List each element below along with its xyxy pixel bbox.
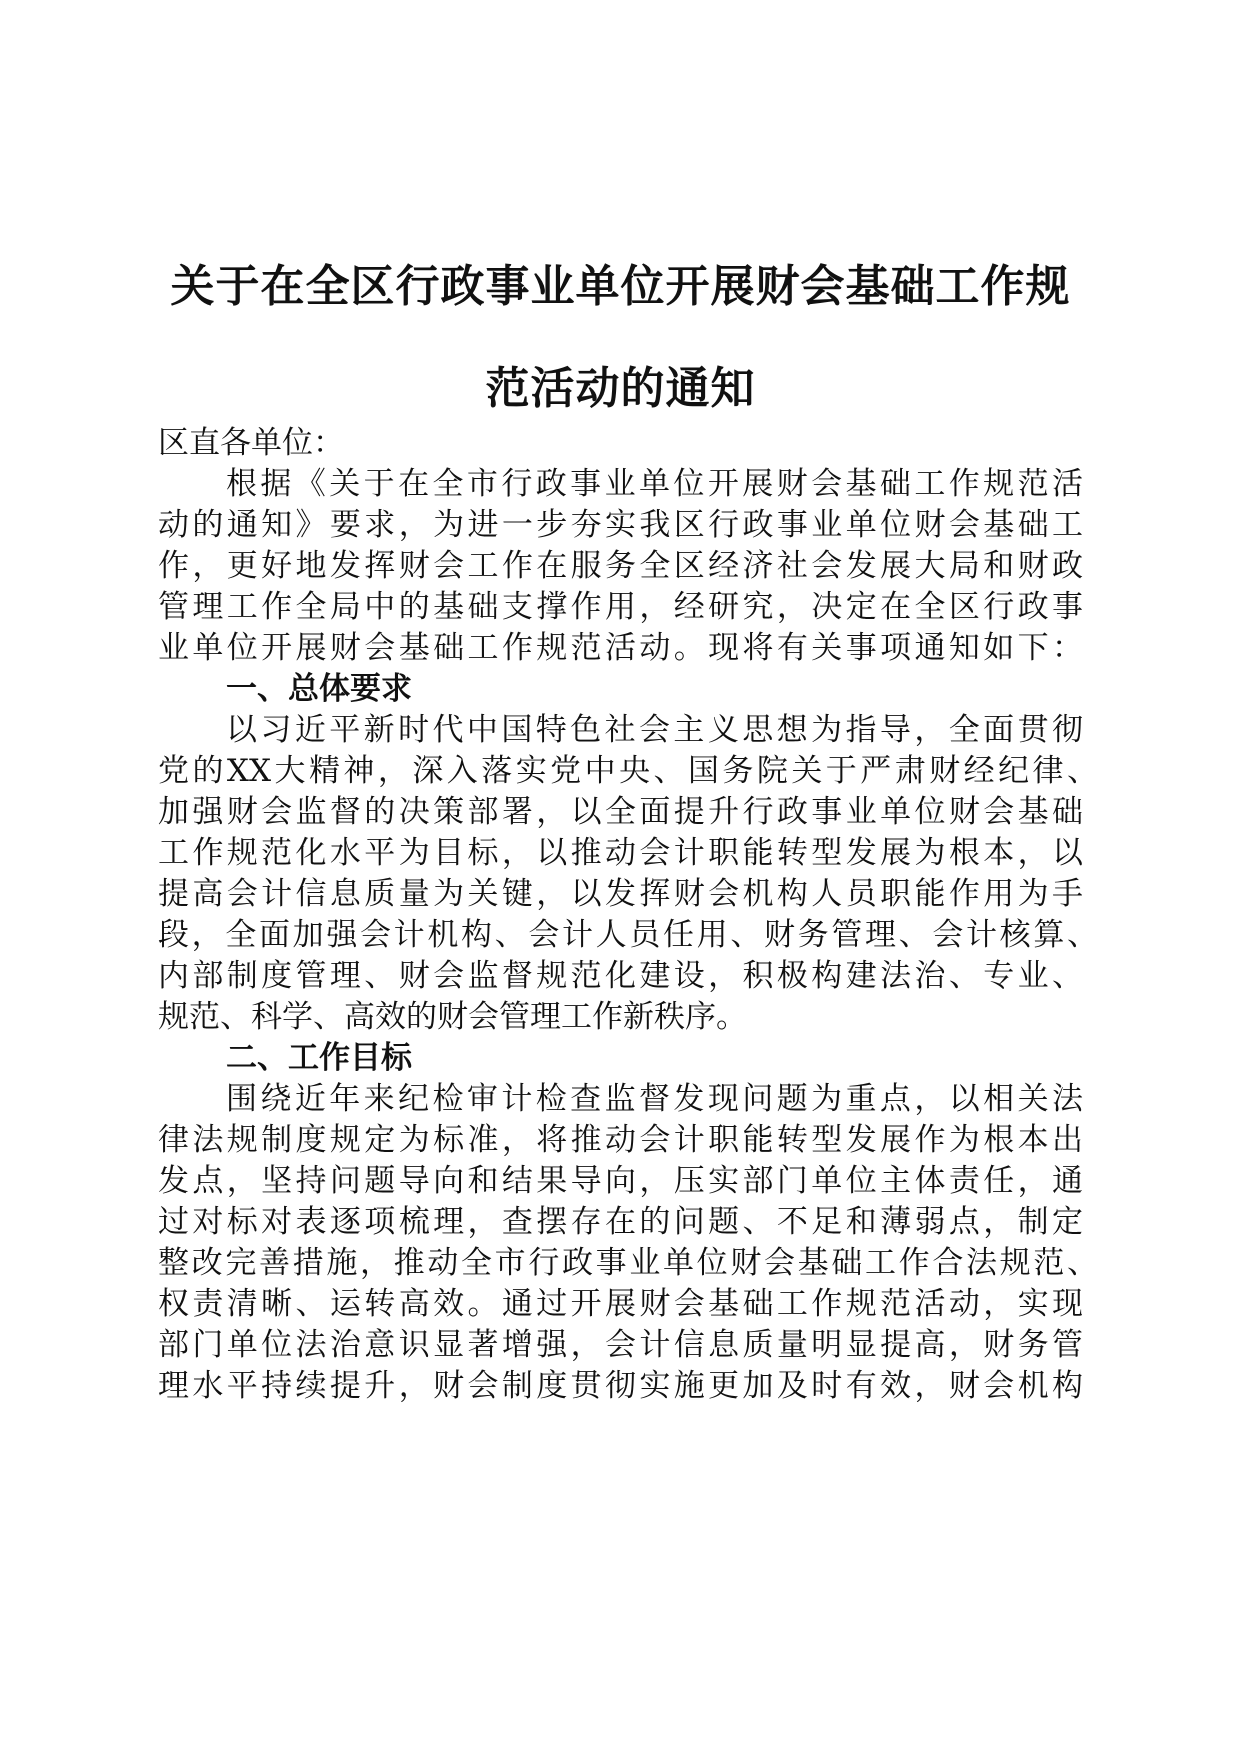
section1-line: 党的XX大精神，深入落实党中央、国务院关于严肃财经纪律、 — [158, 753, 1098, 789]
section2-line: 理水平持续提升，财会制度贯彻实施更加及时有效，财会机构 — [158, 1368, 1083, 1404]
intro-line: 管理工作全局中的基础支撑作用，经研究，决定在全区行政事 — [158, 589, 1083, 625]
section1-line: 加强财会监督的决策部署，以全面提升行政事业单位财会基础 — [158, 794, 1083, 830]
section1-line: 规范、科学、高效的财会管理工作新秩序。 — [158, 999, 747, 1035]
document-title-line-2: 范活动的通知 — [485, 363, 756, 414]
section2-line: 发点，坚持问题导向和结果导向，压实部门单位主体责任，通 — [158, 1163, 1083, 1199]
section1-line: 段，全面加强会计机构、会计人员任用、财务管理、会计核算、 — [158, 917, 1098, 953]
section2-line: 围绕近年来纪检审计检查监督发现问题为重点，以相关法 — [226, 1081, 1083, 1117]
document-title-line-1: 关于在全区行政事业单位开展财会基础工作规 — [170, 261, 1071, 312]
intro-line: 业单位开展财会基础工作规范活动。现将有关事项通知如下： — [158, 630, 1083, 666]
intro-line: 动的通知》要求，为进一步夯实我区行政事业单位财会基础工 — [158, 507, 1083, 543]
section1-line: 工作规范化水平为目标，以推动会计职能转型发展为根本，以 — [158, 835, 1083, 871]
salutation: 区直各单位： — [158, 425, 344, 461]
section1-line: 内部制度管理、财会监督规范化建设，积极构建法治、专业、 — [158, 958, 1083, 994]
section2-line: 律法规制度规定为标准，将推动会计职能转型发展作为根本出 — [158, 1122, 1083, 1158]
section1-line: 以习近平新时代中国特色社会主义思想为指导，全面贯彻 — [226, 712, 1083, 748]
section2-line: 部门单位法治意识显著增强，会计信息质量明显提高，财务管 — [158, 1327, 1083, 1363]
document-page — [158, 0, 1098, 1754]
section1-line: 提高会计信息质量为关键，以发挥财会机构人员职能作用为手 — [158, 876, 1083, 912]
section2-line: 权责清晰、运转高效。通过开展财会基础工作规范活动，实现 — [158, 1286, 1083, 1322]
section2-line: 整改完善措施，推动全市行政事业单位财会基础工作合法规范、 — [158, 1245, 1098, 1281]
intro-line: 作，更好地发挥财会工作在服务全区经济社会发展大局和财政 — [158, 548, 1083, 584]
section2-line: 过对标对表逐项梳理，查摆存在的问题、不足和薄弱点，制定 — [158, 1204, 1083, 1240]
intro-line: 根据《关于在全市行政事业单位开展财会基础工作规范活 — [226, 466, 1083, 502]
section-heading-overall-requirements: 一、总体要求 — [226, 671, 412, 707]
section-heading-work-goals: 二、工作目标 — [226, 1040, 412, 1076]
